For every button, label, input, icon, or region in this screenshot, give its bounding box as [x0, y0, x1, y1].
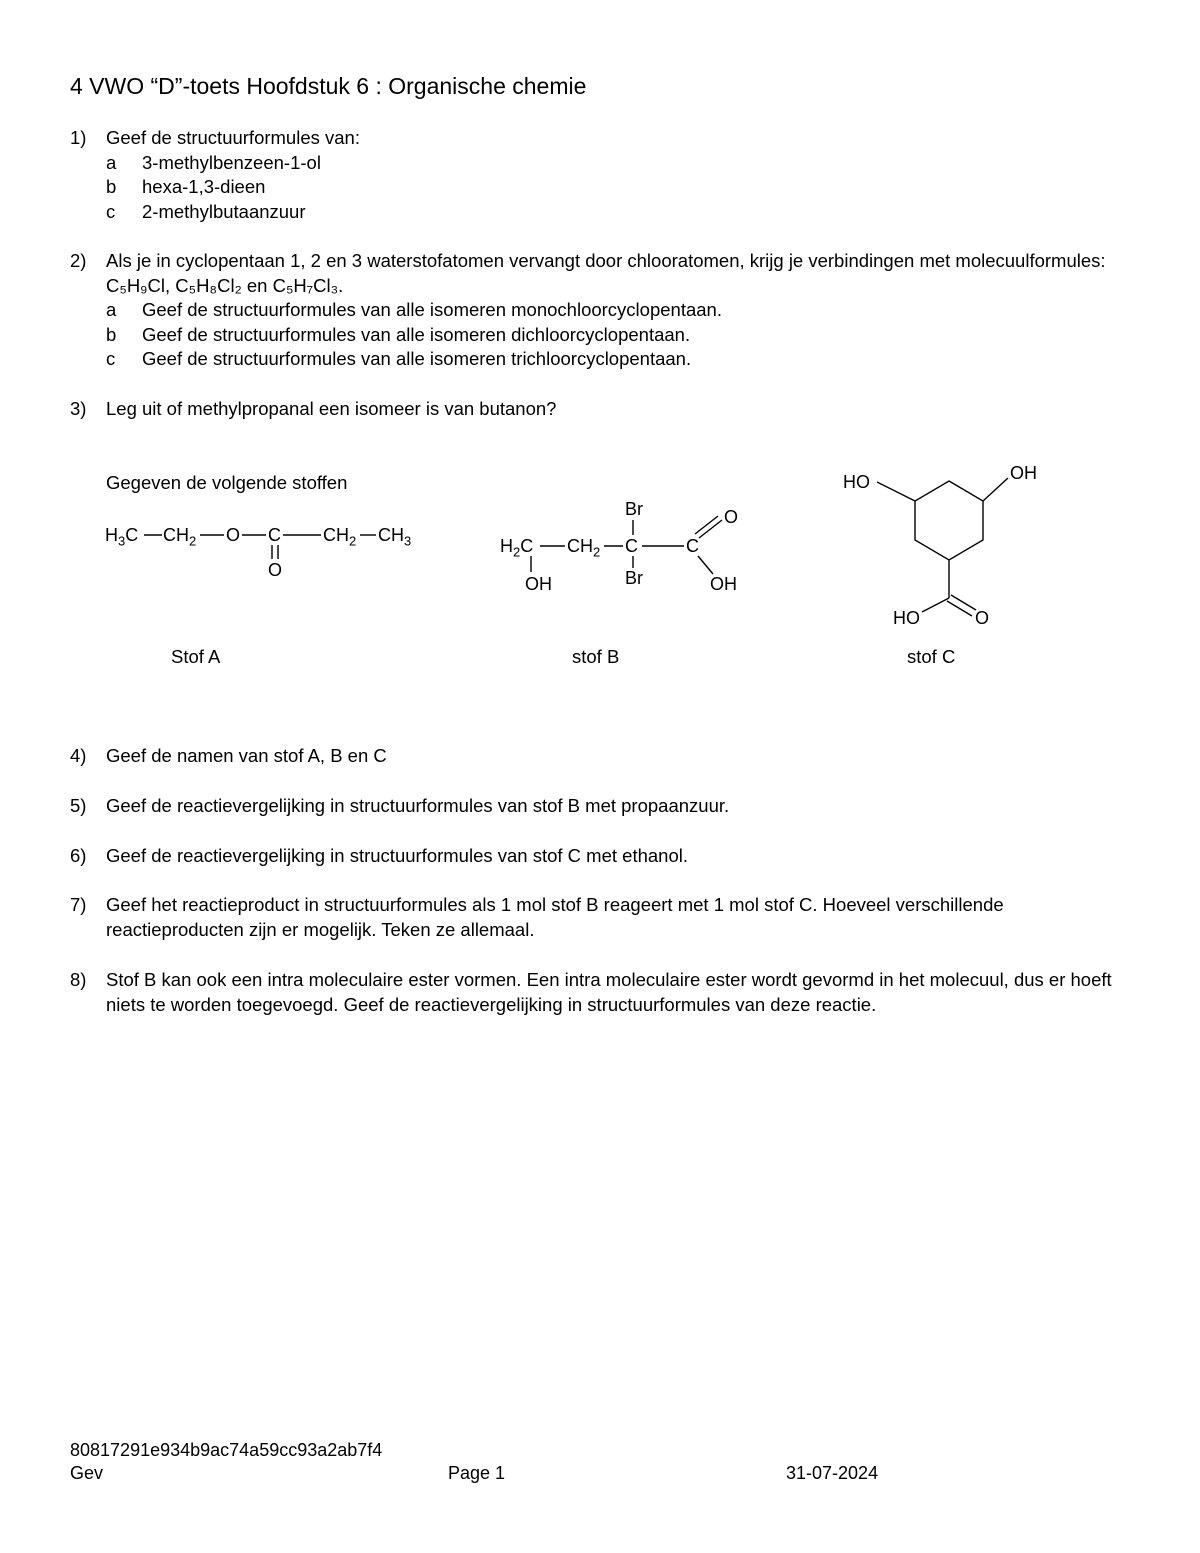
question-text: Geef de namen van stof A, B en C [106, 745, 387, 766]
question-6 [70, 844, 1130, 869]
footer-author: Gev [70, 1463, 104, 1483]
stof-c-bonds [0, 0, 1200, 700]
question-number: 7) [70, 894, 87, 915]
footer-page-number: Page 1 [448, 1463, 506, 1483]
sub-question-a: a Geef de structuurformules van alle isomeren monochloorcyclopentaan. [106, 299, 722, 321]
sub-question-a: a 3-methylbenzeen-1-ol [106, 151, 321, 173]
question-number: 5) [70, 795, 87, 816]
caption-stof-b: stof B [572, 646, 620, 667]
question-number: 3) [70, 398, 87, 419]
question-5 [70, 794, 1130, 819]
question-text: Als je in cyclopentaan 1, 2 en 3 waterstofatomen vervangt door chlooratomen, krijg je verbindingen met molecuulformules: C₅H₉Cl, C₅H₈Cl₂ en C₅H₇Cl₃. [106, 250, 1106, 296]
caption-stof-a: Stof A [171, 646, 221, 667]
question-text: Geef de structuurformules van: [106, 127, 360, 148]
question-7 [70, 893, 1130, 942]
sub-question-c: c 2-methylbutaanzuur [106, 200, 306, 222]
question-8 [70, 968, 1130, 1017]
question-text: Geef de reactievergelijking in structuurformules van stof C met ethanol. [106, 845, 689, 866]
question-text: Leg uit of methylpropanal een isomeer is van butanon? [106, 398, 557, 419]
question-4 [70, 744, 1130, 769]
footer-date: 31-07-2024 [786, 1463, 879, 1483]
question-text: Geef de reactievergelijking in structuurformules van stof B met propaanzuur. [106, 795, 730, 816]
question-number: 2) [70, 250, 87, 271]
document-id: 80817291e934b9ac74a59cc93a2ab7f4 [70, 1440, 383, 1460]
sub-question-b: b Geef de structuurformules van alle isomeren dichloorcyclopentaan. [106, 323, 691, 345]
caption-stof-c: stof C [907, 646, 956, 667]
question-number: 4) [70, 745, 87, 766]
question-number: 8) [70, 969, 87, 990]
page-title: 4 VWO “D”-toets Hoofdstuk 6 : Organische chemie [70, 73, 587, 99]
question-text: Geef het reactieproduct in structuurformules als 1 mol stof B reageert met 1 mol stof C. Hoeveel verschillende reactieproducten zijn er mogelijk. Teken ze allemaal. [106, 894, 1004, 940]
question-text: Stof B kan ook een intra moleculaire ester vormen. Een intra moleculaire ester wordt gevormd in het molecuul, dus er hoeft niets te worden toegevoegd. Geef de reactievergelijking in structuurformules van deze reactie. [106, 969, 1112, 1015]
question-number: 6) [70, 845, 87, 866]
given-substances-label: Gegeven de volgende stoffen [106, 472, 348, 493]
sub-question-c: c Geef de structuurformules van alle isomeren trichloorcyclopentaan. [106, 348, 692, 370]
sub-question-b: b hexa-1,3-dieen [106, 176, 266, 198]
question-number: 1) [70, 127, 87, 148]
